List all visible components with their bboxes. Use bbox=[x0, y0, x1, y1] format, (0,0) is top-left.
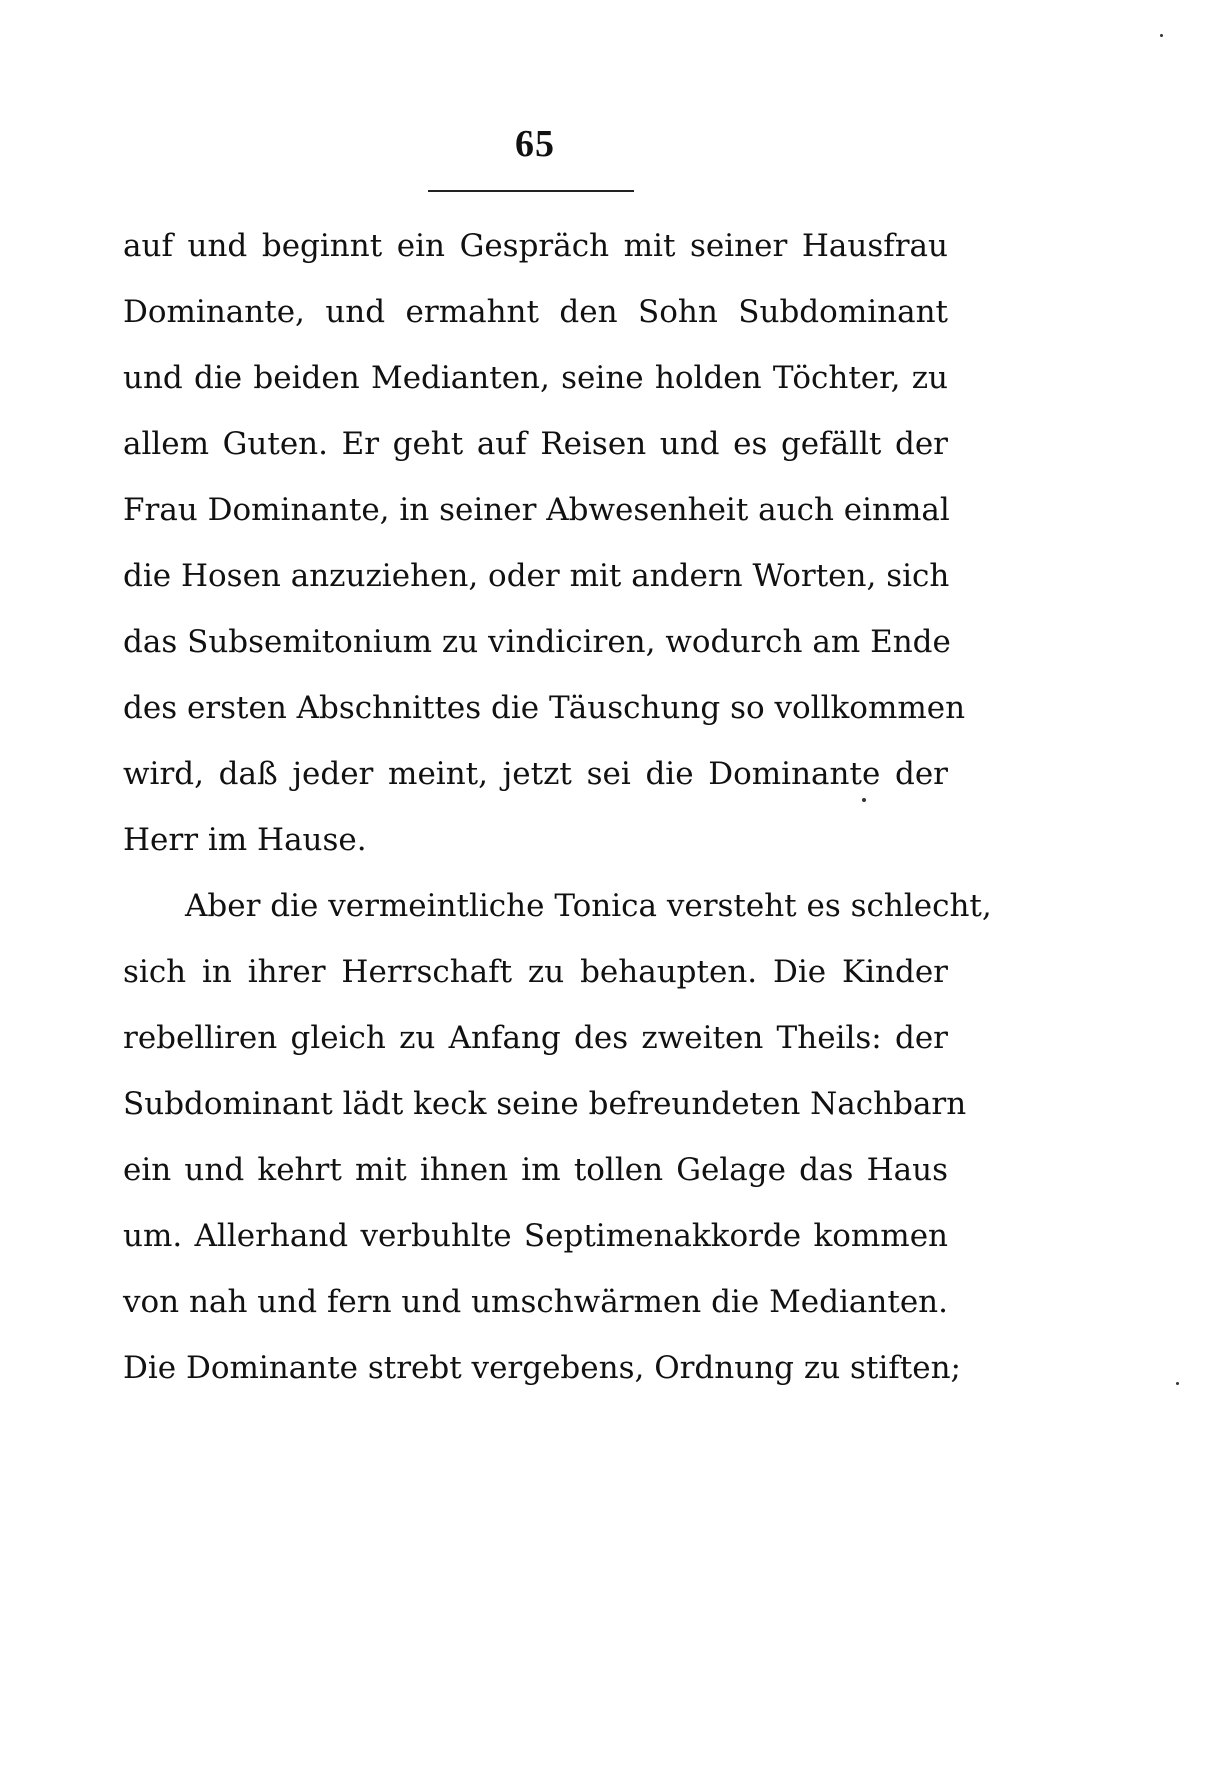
text-line: die Hosen anzuziehen, oder mit andern Worten, sich bbox=[123, 558, 950, 594]
print-speck bbox=[862, 798, 866, 802]
text-line: Herr im Hause. bbox=[123, 822, 367, 858]
text-line: und die beiden Medianten, seine holden Töchter, zu bbox=[123, 360, 948, 396]
text-line: um. Allerhand verbuhlte Septimenakkorde kommen bbox=[123, 1218, 948, 1254]
text-line: Subdominant lädt keck seine befreundeten Nachbarn bbox=[123, 1086, 967, 1122]
text-line: allem Guten. Er geht auf Reisen und es gefällt der bbox=[123, 426, 948, 462]
text-line: Frau Dominante, in seiner Abwesenheit auch einmal bbox=[123, 492, 950, 528]
header-rule bbox=[428, 190, 634, 192]
text-line: Aber die vermeintliche Tonica versteht es schlecht, bbox=[185, 888, 992, 924]
text-line: Dominante, und ermahnt den Sohn Subdominant bbox=[123, 294, 948, 330]
text-line: sich in ihrer Herrschaft zu behaupten. Die Kinder bbox=[123, 954, 948, 990]
text-line: ein und kehrt mit ihnen im tollen Gelage das Haus bbox=[123, 1152, 948, 1188]
text-line: auf und beginnt ein Gespräch mit seiner Hausfrau bbox=[123, 228, 948, 264]
page-number: 65 bbox=[515, 123, 555, 165]
text-line: wird, daß jeder meint, jetzt sei die Dominante der bbox=[123, 756, 948, 792]
text-line: von nah und fern und umschwärmen die Medianten. bbox=[123, 1284, 948, 1320]
text-line: das Subsemitonium zu vindiciren, wodurch am Ende bbox=[123, 624, 951, 660]
print-speck bbox=[1176, 1382, 1179, 1385]
text-line: des ersten Abschnittes die Täuschung so vollkommen bbox=[123, 690, 966, 726]
text-line: rebelliren gleich zu Anfang des zweiten Theils: der bbox=[123, 1020, 948, 1056]
print-speck bbox=[1160, 34, 1163, 37]
text-line: Die Dominante strebt vergebens, Ordnung zu stiften; bbox=[123, 1350, 961, 1386]
